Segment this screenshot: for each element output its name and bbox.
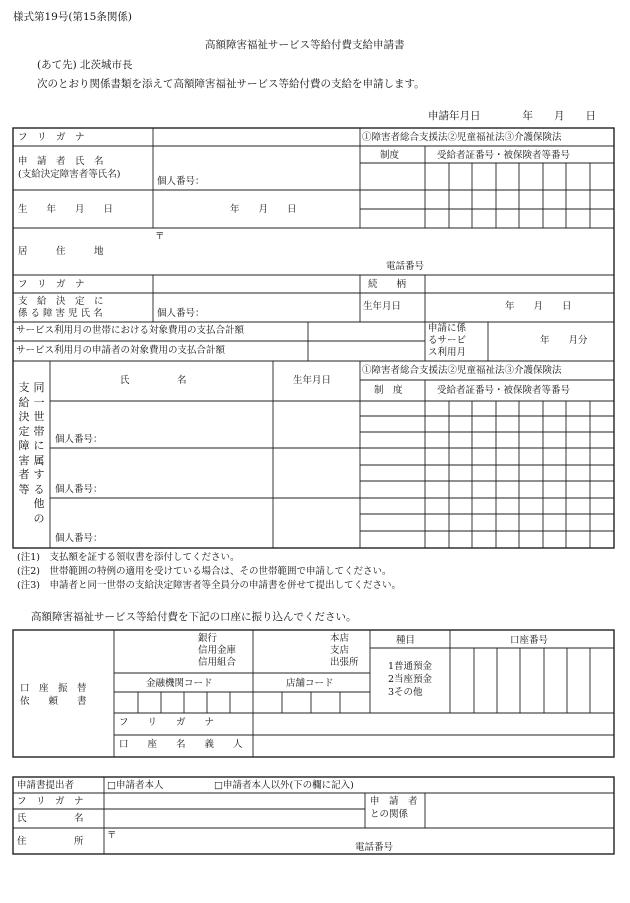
branch-type-3: 出張所 xyxy=(330,657,359,668)
household-member-3-personal-number: 個人番号： xyxy=(55,533,103,544)
household-total-label: サービス利用月の世帯における対象費用の支払合計額 xyxy=(16,325,245,336)
household-member-1-personal-number: 個人番号： xyxy=(55,434,103,445)
submitter-self-option[interactable]: □申請者本人 xyxy=(107,780,164,791)
applicant-name-sublabel: (支給決定障害者等氏名) xyxy=(18,169,121,180)
household-member-2-personal-number: 個人番号： xyxy=(55,484,103,495)
service-month-label-1: 申請に係 xyxy=(428,323,467,334)
household-birth-header: 生年月日 xyxy=(293,375,332,386)
child-furigana-field[interactable] xyxy=(155,277,358,291)
submitter-postal-mark: 〒 xyxy=(107,830,117,841)
applicant-furigana-field[interactable] xyxy=(155,130,358,144)
submitter-relation-label-2: との関係 xyxy=(370,809,409,820)
intro-text: 次のとおり関係書類を添えて高額障害福祉サービス等給付費の支給を申請します。 xyxy=(37,78,425,90)
child-personal-number: 個人番号： xyxy=(157,308,205,319)
household-system-header: 制 度 xyxy=(374,385,403,396)
submitter-name-field[interactable] xyxy=(106,811,363,826)
applicant-total-field[interactable] xyxy=(310,343,423,359)
applicant-name-label: 申 請 者 氏 名 xyxy=(18,156,104,167)
bank-code-label: 金融機関コード xyxy=(146,678,213,689)
applicant-name-field[interactable] xyxy=(155,148,358,174)
child-relation-field[interactable] xyxy=(427,277,612,291)
bank-side-label-1: 口 座 振 替 xyxy=(20,683,87,694)
child-birth-label: 生年月日 xyxy=(363,301,402,312)
child-furigana-label: フ リ ガ ナ xyxy=(18,279,85,290)
account-type-option-3[interactable]: 3その他 xyxy=(388,687,423,698)
child-name-label: 支 給 決 定 に xyxy=(18,296,104,307)
application-date: 申請年月日 年 月 日 xyxy=(428,110,596,122)
applicant-furigana-label: フ リ ガ ナ xyxy=(18,132,85,143)
applicant-cert-label: 受給者証番号・被保険者等番号 xyxy=(437,150,571,161)
applicant-birth-value[interactable]: 年 月 日 xyxy=(230,204,297,215)
account-holder-label: 口 座 名 義 人 xyxy=(119,739,243,750)
account-type-option-1[interactable]: 1普通預金 xyxy=(388,661,433,672)
child-name-sublabel: 係 る 障 害 児 氏 名 xyxy=(18,308,103,319)
bank-type-1: 銀行 xyxy=(198,633,218,644)
note-2: (注2) 世帯範囲の特例の適用を受けている場合は、その世帯範囲で申請してください。 xyxy=(17,566,392,577)
submitter-label: 申請書提出者 xyxy=(17,780,75,791)
addressee: (あて先) 北茨城市長 xyxy=(37,59,133,71)
submitter-relation-label-1: 申 請 者 xyxy=(370,796,418,807)
bank-type-3: 信用組合 xyxy=(198,657,237,668)
applicant-total-label: サービス利用月の申請者の対象費用の支払合計額 xyxy=(16,345,226,356)
applicant-address-label: 居 住 地 xyxy=(18,246,104,257)
branch-code-label: 店舗コード xyxy=(286,678,334,689)
branch-type-1: 本店 xyxy=(330,633,350,644)
household-name-header: 氏 名 xyxy=(120,375,187,386)
submitter-other-option[interactable]: □申請者本人以外(下の欄に記入) xyxy=(214,780,354,791)
applicant-law-header: ①障害者総合支援法②児童福祉法③介護保険法 xyxy=(362,132,562,143)
account-type-header: 種目 xyxy=(396,635,416,646)
submitter-relation-field[interactable] xyxy=(427,795,612,826)
account-furigana-label: フ リ ガ ナ xyxy=(119,717,215,728)
household-side-label-left: 支 給 決 定 障 害 者 等 xyxy=(18,381,30,496)
household-side-label-right: 同 一 世 帯 に 属 す る 他 の xyxy=(33,381,45,525)
account-furigana-field[interactable] xyxy=(255,715,612,733)
form-number: 様式第19号(第15条関係) xyxy=(13,11,132,23)
applicant-phone-label: 電話番号 xyxy=(386,261,425,272)
account-number-header: 口座番号 xyxy=(510,635,549,646)
bank-side-label-2: 依 頼 書 xyxy=(20,696,87,707)
household-cert-header: 受給者証番号・被保険者等番号 xyxy=(437,385,571,396)
service-month-label-3: ス利用月 xyxy=(428,347,467,358)
note-1: (注1) 支払額を証する領収書を添付してください。 xyxy=(17,552,240,563)
branch-type-2: 支店 xyxy=(330,645,350,656)
submitter-phone-label: 電話番号 xyxy=(355,842,394,853)
account-type-option-2[interactable]: 2当座預金 xyxy=(388,674,433,685)
account-holder-field[interactable] xyxy=(255,737,612,755)
household-total-field[interactable] xyxy=(310,324,423,339)
submitter-furigana-field[interactable] xyxy=(106,795,363,808)
applicant-system-label: 制度 xyxy=(380,150,400,161)
service-month-label-2: るサービ xyxy=(428,335,467,346)
applicant-address-field[interactable] xyxy=(165,231,605,257)
applicant-personal-number: 個人番号： xyxy=(157,176,205,187)
child-relation-label: 続 柄 xyxy=(368,279,407,290)
child-birth-value[interactable]: 年 月 日 xyxy=(505,301,572,312)
bank-type-2: 信用金庫 xyxy=(198,645,237,656)
submitter-address-label: 住 所 xyxy=(17,836,84,847)
submitter-address-field[interactable] xyxy=(118,830,608,840)
submitter-name-label: 氏 名 xyxy=(17,813,84,824)
applicant-birth-label: 生 年 月 日 xyxy=(18,204,114,215)
bank-instruction: 高額障害福祉サービス等給付費を下記の口座に振り込んでください。 xyxy=(31,611,357,623)
submitter-furigana-label: フ リ ガ ナ xyxy=(17,796,84,807)
applicant-postal-mark: 〒 xyxy=(155,231,165,242)
service-month-value[interactable]: 年 月分 xyxy=(540,335,588,346)
household-law-header: ①障害者総合支援法②児童福祉法③介護保険法 xyxy=(362,365,562,376)
form-title: 高額障害福祉サービス等給付費支給申請書 xyxy=(205,39,405,51)
note-3: (注3) 申請者と同一世帯の支給決定障害者等全員分の申請書を併せて提出してください。 xyxy=(17,580,401,591)
